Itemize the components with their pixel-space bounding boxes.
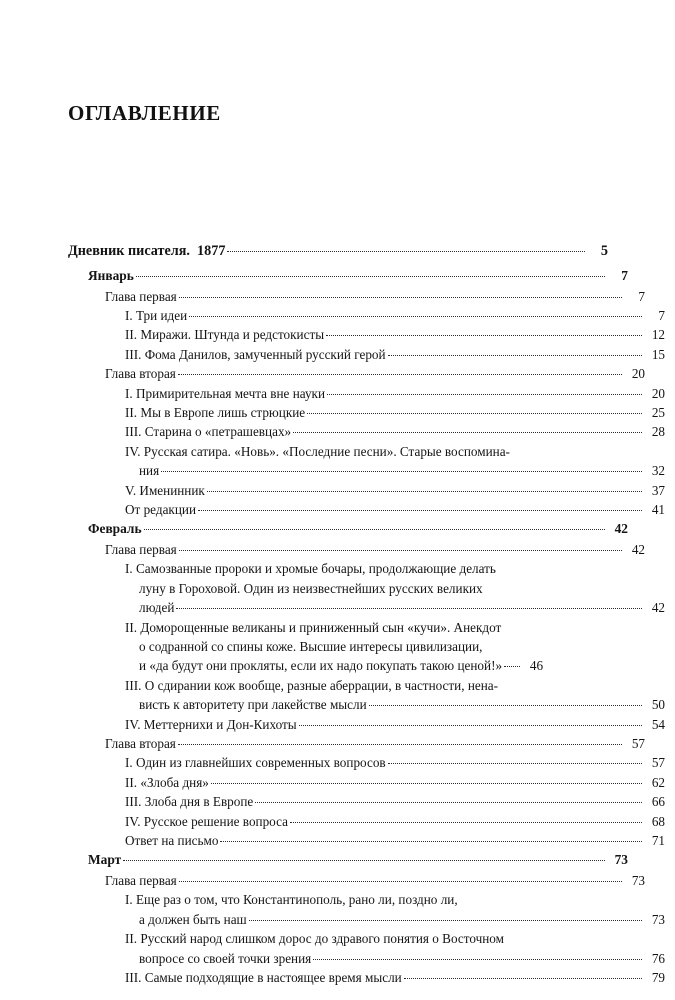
toc-entry-line: вопросе со своей точки зрения (139, 950, 312, 966)
toc-page-number: 15 (651, 346, 665, 362)
toc-entry[interactable] (68, 500, 665, 519)
toc-page-number: 71 (651, 832, 665, 848)
dot-leader (290, 822, 642, 823)
toc-entry-line: луну в Гороховой. Один из неизвестнейших русских великих (139, 580, 483, 596)
toc-entry[interactable] (68, 325, 665, 344)
toc-entry-text (125, 442, 665, 461)
toc-entry-text: II. «Злоба дня» (125, 774, 209, 790)
toc-page-number: 7 (638, 288, 645, 304)
toc-entry-line: и «да будут они прокляты, если их надо покупать такою ценой!» (139, 658, 503, 674)
toc-entry-line: II. Доморощенные великаны и приниженный сын «кучи». Анекдот (125, 619, 502, 635)
toc-entry-text: Январь (88, 268, 134, 283)
toc-entry[interactable] (68, 812, 665, 831)
toc-entry[interactable] (68, 345, 665, 364)
toc-page-number: 12 (651, 327, 665, 343)
toc-entry[interactable] (68, 306, 665, 325)
toc-entry-text: Глава первая (105, 872, 177, 888)
toc-entry-text: IV. Русское решение вопроса (125, 813, 288, 829)
toc-entry-text: III. Фома Данилов, замученный русский герой (125, 346, 386, 362)
toc-entry[interactable] (68, 715, 665, 734)
dot-leader (388, 763, 642, 764)
toc-entry-text: V. Именинник (125, 482, 205, 498)
toc-page-number: 41 (651, 501, 665, 517)
toc-entry-line: о содранной со спины коже. Высшие интересы цивилизации, (139, 638, 483, 654)
dot-leader (255, 802, 642, 803)
toc-page-number: 54 (651, 716, 665, 732)
toc-entry-text: III. Злоба дня в Европе (125, 794, 254, 810)
toc-entry-text (125, 676, 665, 695)
toc-entry[interactable] (68, 266, 628, 287)
toc-entry-line: висть к авторитету при лакействе мысли (139, 697, 367, 713)
toc-page-number: 7 (658, 307, 665, 323)
dot-leader (313, 959, 642, 960)
toc-entry-line: IV. Русская сатира. «Новь». «Последние песни». Старые воспомина- (125, 443, 510, 459)
toc-entry[interactable] (68, 676, 665, 715)
dot-leader (293, 432, 642, 433)
dot-leader (327, 394, 642, 395)
toc-entry-line: ния (139, 463, 160, 479)
toc-entry-text: III. Самые подходящие в настоящее время мысли (125, 969, 402, 985)
toc-entry-text: I. Три идеи (125, 307, 188, 323)
dot-leader (207, 491, 642, 492)
toc-page-number: 42 (651, 600, 665, 616)
dot-leader (369, 705, 642, 706)
toc-entry[interactable] (68, 871, 645, 890)
toc-entry[interactable] (68, 481, 665, 500)
dot-leader (326, 335, 642, 336)
toc-page-number: 68 (651, 813, 665, 829)
toc-entry[interactable] (68, 422, 665, 441)
toc-entry[interactable] (68, 773, 665, 792)
toc-entry-text: Февраль (88, 521, 142, 537)
toc-entry-line: I. Самозванные пророки и хромые бочары, продолжающие делать (125, 561, 496, 577)
toc-entry[interactable] (68, 442, 665, 481)
toc-entry-text (125, 929, 665, 948)
toc-entry[interactable] (68, 559, 665, 617)
toc-page-number: 37 (651, 482, 665, 498)
toc-page-number: 46 (529, 658, 544, 674)
toc-entry-text: Глава вторая (105, 735, 176, 751)
toc-entry-text: I. Примирительная мечта вне науки (125, 385, 326, 401)
dot-leader (220, 841, 642, 842)
dot-leader (179, 297, 622, 298)
dot-leader (179, 550, 622, 551)
dot-leader (211, 783, 642, 784)
toc-entry[interactable] (68, 890, 665, 929)
toc-entry[interactable] (68, 850, 628, 871)
toc-page-number: 73 (631, 872, 645, 888)
dot-leader (404, 978, 642, 979)
toc-entry-text: Глава первая (105, 541, 177, 557)
dot-leader (176, 608, 642, 609)
toc-entry-text: От редакции (125, 501, 196, 517)
toc-page-number: 7 (621, 268, 628, 283)
dot-leader (307, 413, 642, 414)
toc-entry-text: III. Старина о «петрашевцах» (125, 424, 292, 440)
toc-page-number: 57 (631, 735, 645, 751)
dot-leader (136, 276, 605, 277)
toc-entry[interactable] (68, 734, 645, 753)
toc-entry[interactable] (68, 384, 665, 403)
page-title: оглавление (68, 94, 221, 128)
toc-page-number: 57 (651, 755, 665, 771)
toc-page-number: 66 (651, 794, 665, 810)
toc-entry-text: Глава вторая (105, 366, 176, 382)
toc-page-number: 76 (651, 950, 665, 966)
dot-leader (161, 471, 642, 472)
toc-entry[interactable] (68, 753, 665, 772)
dot-leader (504, 666, 520, 667)
toc-entry-text: II. Мы в Европе лишь стрюцкие (125, 404, 306, 420)
toc-entry-text (125, 890, 665, 909)
dot-leader (144, 529, 605, 530)
toc-page-number: 25 (651, 404, 665, 420)
toc-page-number: 32 (651, 463, 665, 479)
toc-entry-line: I. Еще раз о том, что Константинополь, рано ли, поздно ли, (125, 892, 458, 908)
toc-page-number: 28 (651, 424, 665, 440)
dot-leader (198, 510, 642, 511)
toc-entry[interactable] (68, 929, 665, 968)
toc-entry-text (125, 618, 665, 657)
toc-entry-line: а должен быть наш (139, 911, 247, 927)
toc-page-number: 42 (631, 541, 645, 557)
toc-page-number: 79 (651, 969, 665, 985)
toc-entry-text: IV. Меттернихи и Дон-Кихоты (125, 716, 297, 732)
toc-page-number: 42 (614, 521, 628, 537)
toc-entry-line: II. Русский народ слишком дорос до здравого понятия о Восточном (125, 931, 504, 947)
toc-page-number: 20 (631, 366, 645, 382)
toc-page-number: 73 (651, 911, 665, 927)
toc-entry-line: III. О сдирании кож вообще, разные аберрации, в частности, нена- (125, 677, 499, 693)
toc-entry-text: Дневник писателя. 1877 (68, 243, 226, 259)
toc-entry[interactable] (68, 519, 628, 540)
toc-entry[interactable] (68, 618, 665, 676)
toc-entry[interactable] (68, 287, 645, 306)
toc-page-number: 50 (651, 697, 665, 713)
toc-entry-text: Глава первая (105, 288, 177, 304)
toc-entry-text: Март (88, 852, 122, 868)
toc-entry-text: Ответ на письмо (125, 832, 219, 848)
toc-page-number: 62 (651, 774, 665, 790)
dot-leader (227, 251, 585, 252)
toc-entry-text (125, 559, 665, 598)
dot-leader (299, 725, 642, 726)
toc-entry-text: II. Миражи. Штунда и редстокисты (125, 327, 325, 343)
toc-entry[interactable] (68, 792, 665, 811)
toc-page-number: 73 (614, 852, 628, 868)
dot-leader (178, 744, 622, 745)
toc-entry[interactable] (68, 240, 608, 262)
toc-page-number: 5 (600, 243, 608, 259)
toc-entry[interactable] (68, 968, 665, 987)
dot-leader (388, 355, 642, 356)
dot-leader (189, 316, 642, 317)
toc-entry[interactable] (68, 403, 665, 422)
dot-leader (178, 374, 622, 375)
toc-entry-line: людей (139, 600, 175, 616)
toc-entry-text: I. Один из главнейших современных вопросов (125, 755, 386, 771)
toc-entry[interactable] (68, 364, 645, 383)
table-of-contents (68, 240, 665, 987)
toc-page-number: 20 (651, 385, 665, 401)
dot-leader (179, 881, 622, 882)
dot-leader (249, 920, 642, 921)
toc-entry[interactable] (68, 540, 645, 559)
toc-entry[interactable] (68, 831, 665, 850)
dot-leader (123, 860, 605, 861)
